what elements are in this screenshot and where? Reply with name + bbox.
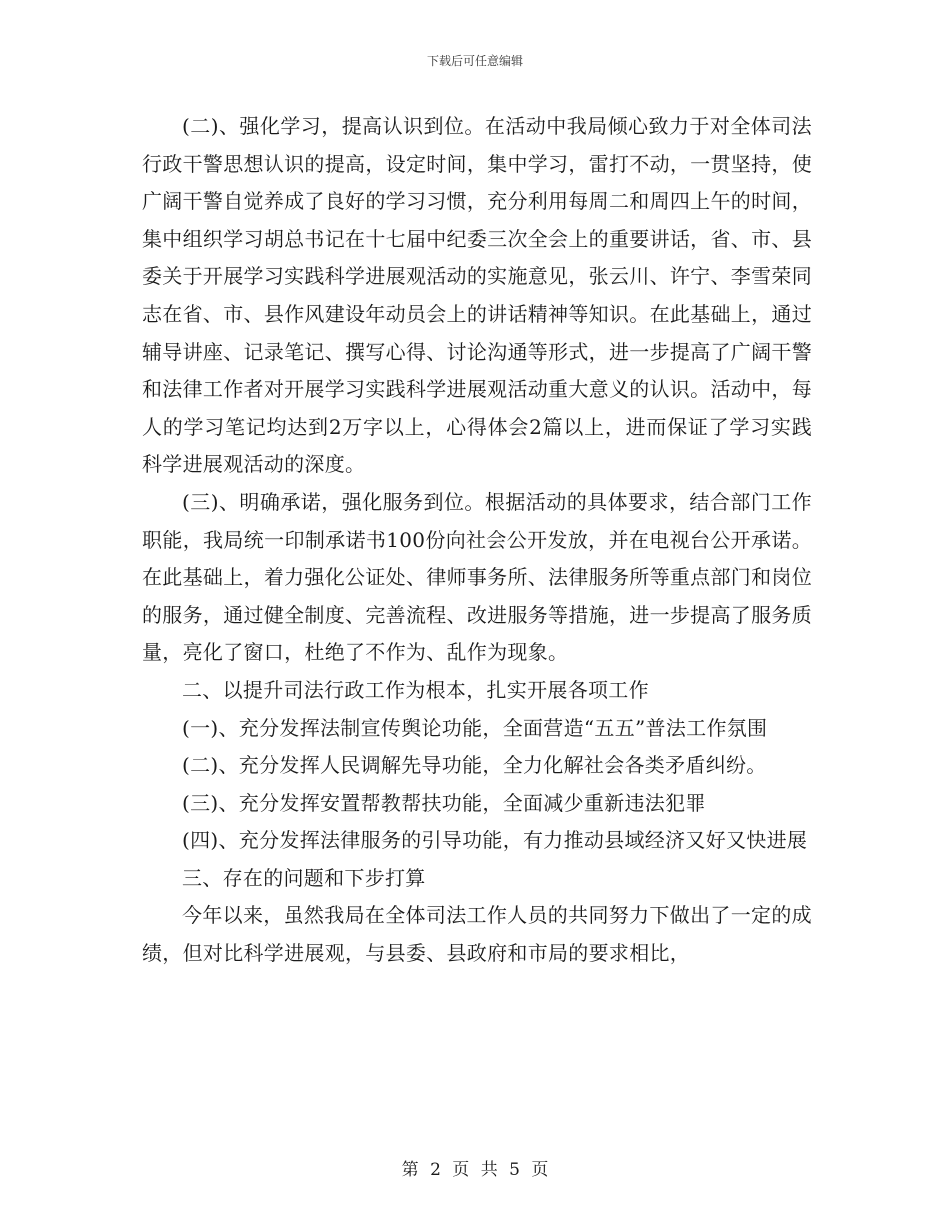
paragraph-problems-intro: 今年以来，虽然我局在全体司法工作人员的共同努力下做出了一定的成绩，但对比科学进展观，与县委、县政府和市局的要求相比，	[142, 903, 812, 966]
page-number: 第 2 页 共 5 页	[401, 1160, 549, 1180]
section-heading-3: 三、存在的问题和下步打算	[182, 865, 426, 890]
section-heading-2: 二、以提升司法行政工作为根本，扎实开展各项工作	[182, 677, 649, 702]
document-body	[142, 108, 812, 973]
subheading-resettlement: (三)、充分发挥安置帮教帮扶功能，全面减少重新违法犯罪	[182, 790, 706, 815]
paragraph-commitment-service: (三)、明确承诺，强化服务到位。根据活动的具体要求，结合部门工作职能，我局统一印制承诺书100份向社会公开发放，并在电视台公开承诺。在此基础上，着力强化公证处、律师事务所、法律服务所等重点部门和岗位的服务，通过健全制度、完善流程、改进服务等措施，进一步提高了服务质量，亮化了窗口，杜绝了不作为、乱作为现象。	[142, 489, 812, 665]
subheading-legal-publicity: (一)、充分发挥法制宣传舆论功能，全面营造“五五”普法工作氛围	[182, 715, 768, 740]
paragraph-strengthen-study: (二)、强化学习，提高认识到位。在活动中我局倾心致力于对全体司法行政干警思想认识的提高，设定时间，集中学习，雷打不动，一贯坚持，使广阔干警自觉养成了良好的学习习惯，充分利用每周二和周四上午的时间，集中组织学习胡总书记在十七届中纪委三次全会上的重要讲话，省、市、县委关于开展学习实践科学进展观活动的实施意见，张云川、许宁、李雪荣同志在省、市、县作风建设年动员会上的讲话精神等知识。在此基础上，通过辅导讲座、记录笔记、撰写心得、讨论沟通等形式，进一步提高了广阔干警和法律工作者对开展学习实践科学进展观活动重大意义的认识。活动中，每人的学习笔记均达到2万字以上，心得体会2篇以上，进而保证了学习实践科学进展观活动的深度。	[142, 114, 812, 477]
subheading-legal-services: (四)、充分发挥法律服务的引导功能，有力推动县域经济又好又快进展	[182, 828, 808, 853]
subheading-mediation: (二)、充分发挥人民调解先导功能，全力化解社会各类矛盾纠纷。	[182, 753, 767, 778]
page-header: 下载后可任意编辑	[426, 54, 523, 68]
